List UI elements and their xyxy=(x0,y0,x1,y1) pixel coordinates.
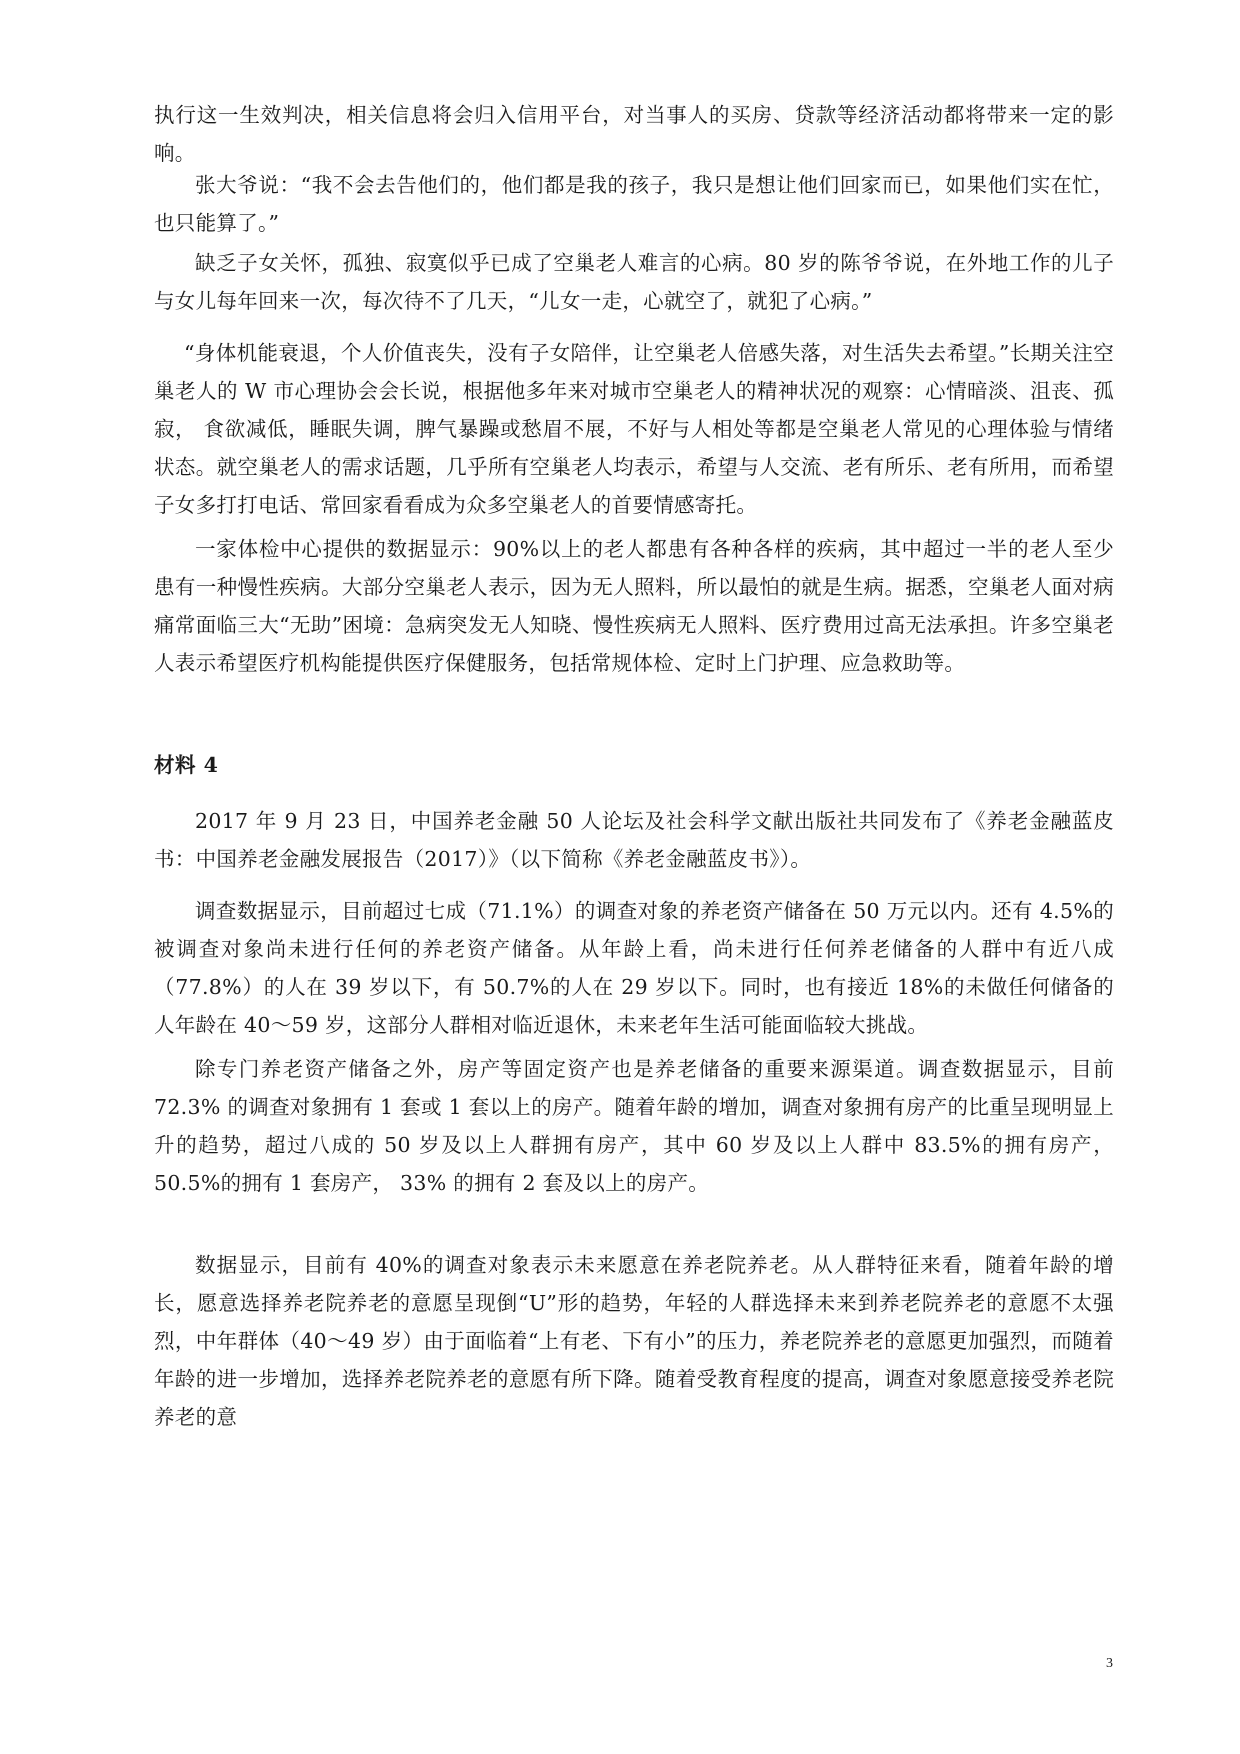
paragraph-zhang-quote: 张大爷说：“我不会去告他们的，他们都是我的孩子，我只是想让他们回家而已，如果他们实在忙，也只能算了。” xyxy=(154,173,1114,235)
paragraph-asset-reserves: 调查数据显示，目前超过七成（71.1%）的调查对象的养老资产储备在 50 万元以内。还有 4.5%的被调查对象尚未进行任何的养老资产储备。从年龄上看，尚未进行任何养老储备的人群中有近八成（77.8%）的人在 39 岁以下，有 50.7%的人在 29 岁以下。同时，也有接近 18%的未做任何储备的人年龄在 40～59 岁，这部分人群相对临近退休，未来老年生活可能面临较大挑战。 xyxy=(154,899,1114,1037)
paragraph-continuation: 执行这一生效判决，相关信息将会归入信用平台，对当事人的买房、贷款等经济活动都将带来一定的影响。 xyxy=(154,103,1114,165)
paragraph-nursing-home: 数据显示，目前有 40%的调查对象表示未来愿意在养老院养老。从人群特征来看，随着年龄的增长，愿意选择养老院养老的意愿呈现倒“U”形的趋势，年轻的人群选择未来到养老院养老的意愿不太强烈，中年群体（40～49 岁）由于面临着“上有老、下有小”的压力，养老院养老的意愿更加强烈，而随着年龄的进一步增加，选择养老院养老的意愿有所下降。随着受教育程度的提高，调查对象愿意接受养老院养老的意 xyxy=(154,1253,1114,1429)
paragraph-health-data: 一家体检中心提供的数据显示：90%以上的老人都患有各种各样的疾病，其中超过一半的老人至少患有一种慢性疾病。大部分空巢老人表示，因为无人照料，所以最怕的就是生病。据悉，空巢老人面对病痛常面临三大“无助”困境：急病突发无人知晓、慢性疾病无人照料、医疗费用过高无法承担。许多空巢老人表示希望医疗机构能提供医疗保健服务，包括常规体检、定时上门护理、应急救助等。 xyxy=(154,537,1114,675)
paragraph-bluebook-release: 2017 年 9 月 23 日，中国养老金融 50 人论坛及社会科学文献出版社共同发布了《养老金融蓝皮书：中国养老金融发展报告（2017）》（以下简称《养老金融蓝皮书》）。 xyxy=(154,809,1114,871)
paragraph-psychology: “身体机能衰退，个人价值丧失，没有子女陪伴，让空巢老人倍感失落，对生活失去希望。”长期关注空巢老人的 W 市心理协会会长说，根据他多年来对城市空巢老人的精神状况的观察：心情暗淡、沮丧、孤寂， 食欲减低，睡眠失调，脾气暴躁或愁眉不展，不好与人相处等都是空巢老人常见的心理体验与情绪状态。就空巢老人的需求话题，几乎所有空巢老人均表示，希望与人交流、老有所乐、老有所用，而希望子女多打打电话、常回家看看成为众多空巢老人的首要情感寄托。 xyxy=(154,341,1114,517)
paragraph-real-estate: 除专门养老资产储备之外，房产等固定资产也是养老储备的重要来源渠道。调查数据显示，目前 72.3% 的调查对象拥有 1 套或 1 套以上的房产。随着年龄的增加，调查对象拥有房产的比重呈现明显上升的趋势，超过八成的 50 岁及以上人群拥有房产，其中 60 岁及以上人群中 83.5%的拥有房产，50.5%的拥有 1 套房产， 33% 的拥有 2 套及以上的房产。 xyxy=(154,1057,1114,1195)
page-number: 3 xyxy=(1106,1656,1113,1671)
section-heading: 材料 4 xyxy=(154,753,219,777)
paragraph-loneliness: 缺乏子女关怀，孤独、寂寞似乎已成了空巢老人难言的心病。80 岁的陈爷爷说，在外地工作的儿子与女儿每年回来一次，每次待不了几天，“儿女一走，心就空了，就犯了心病。” xyxy=(154,251,1114,313)
